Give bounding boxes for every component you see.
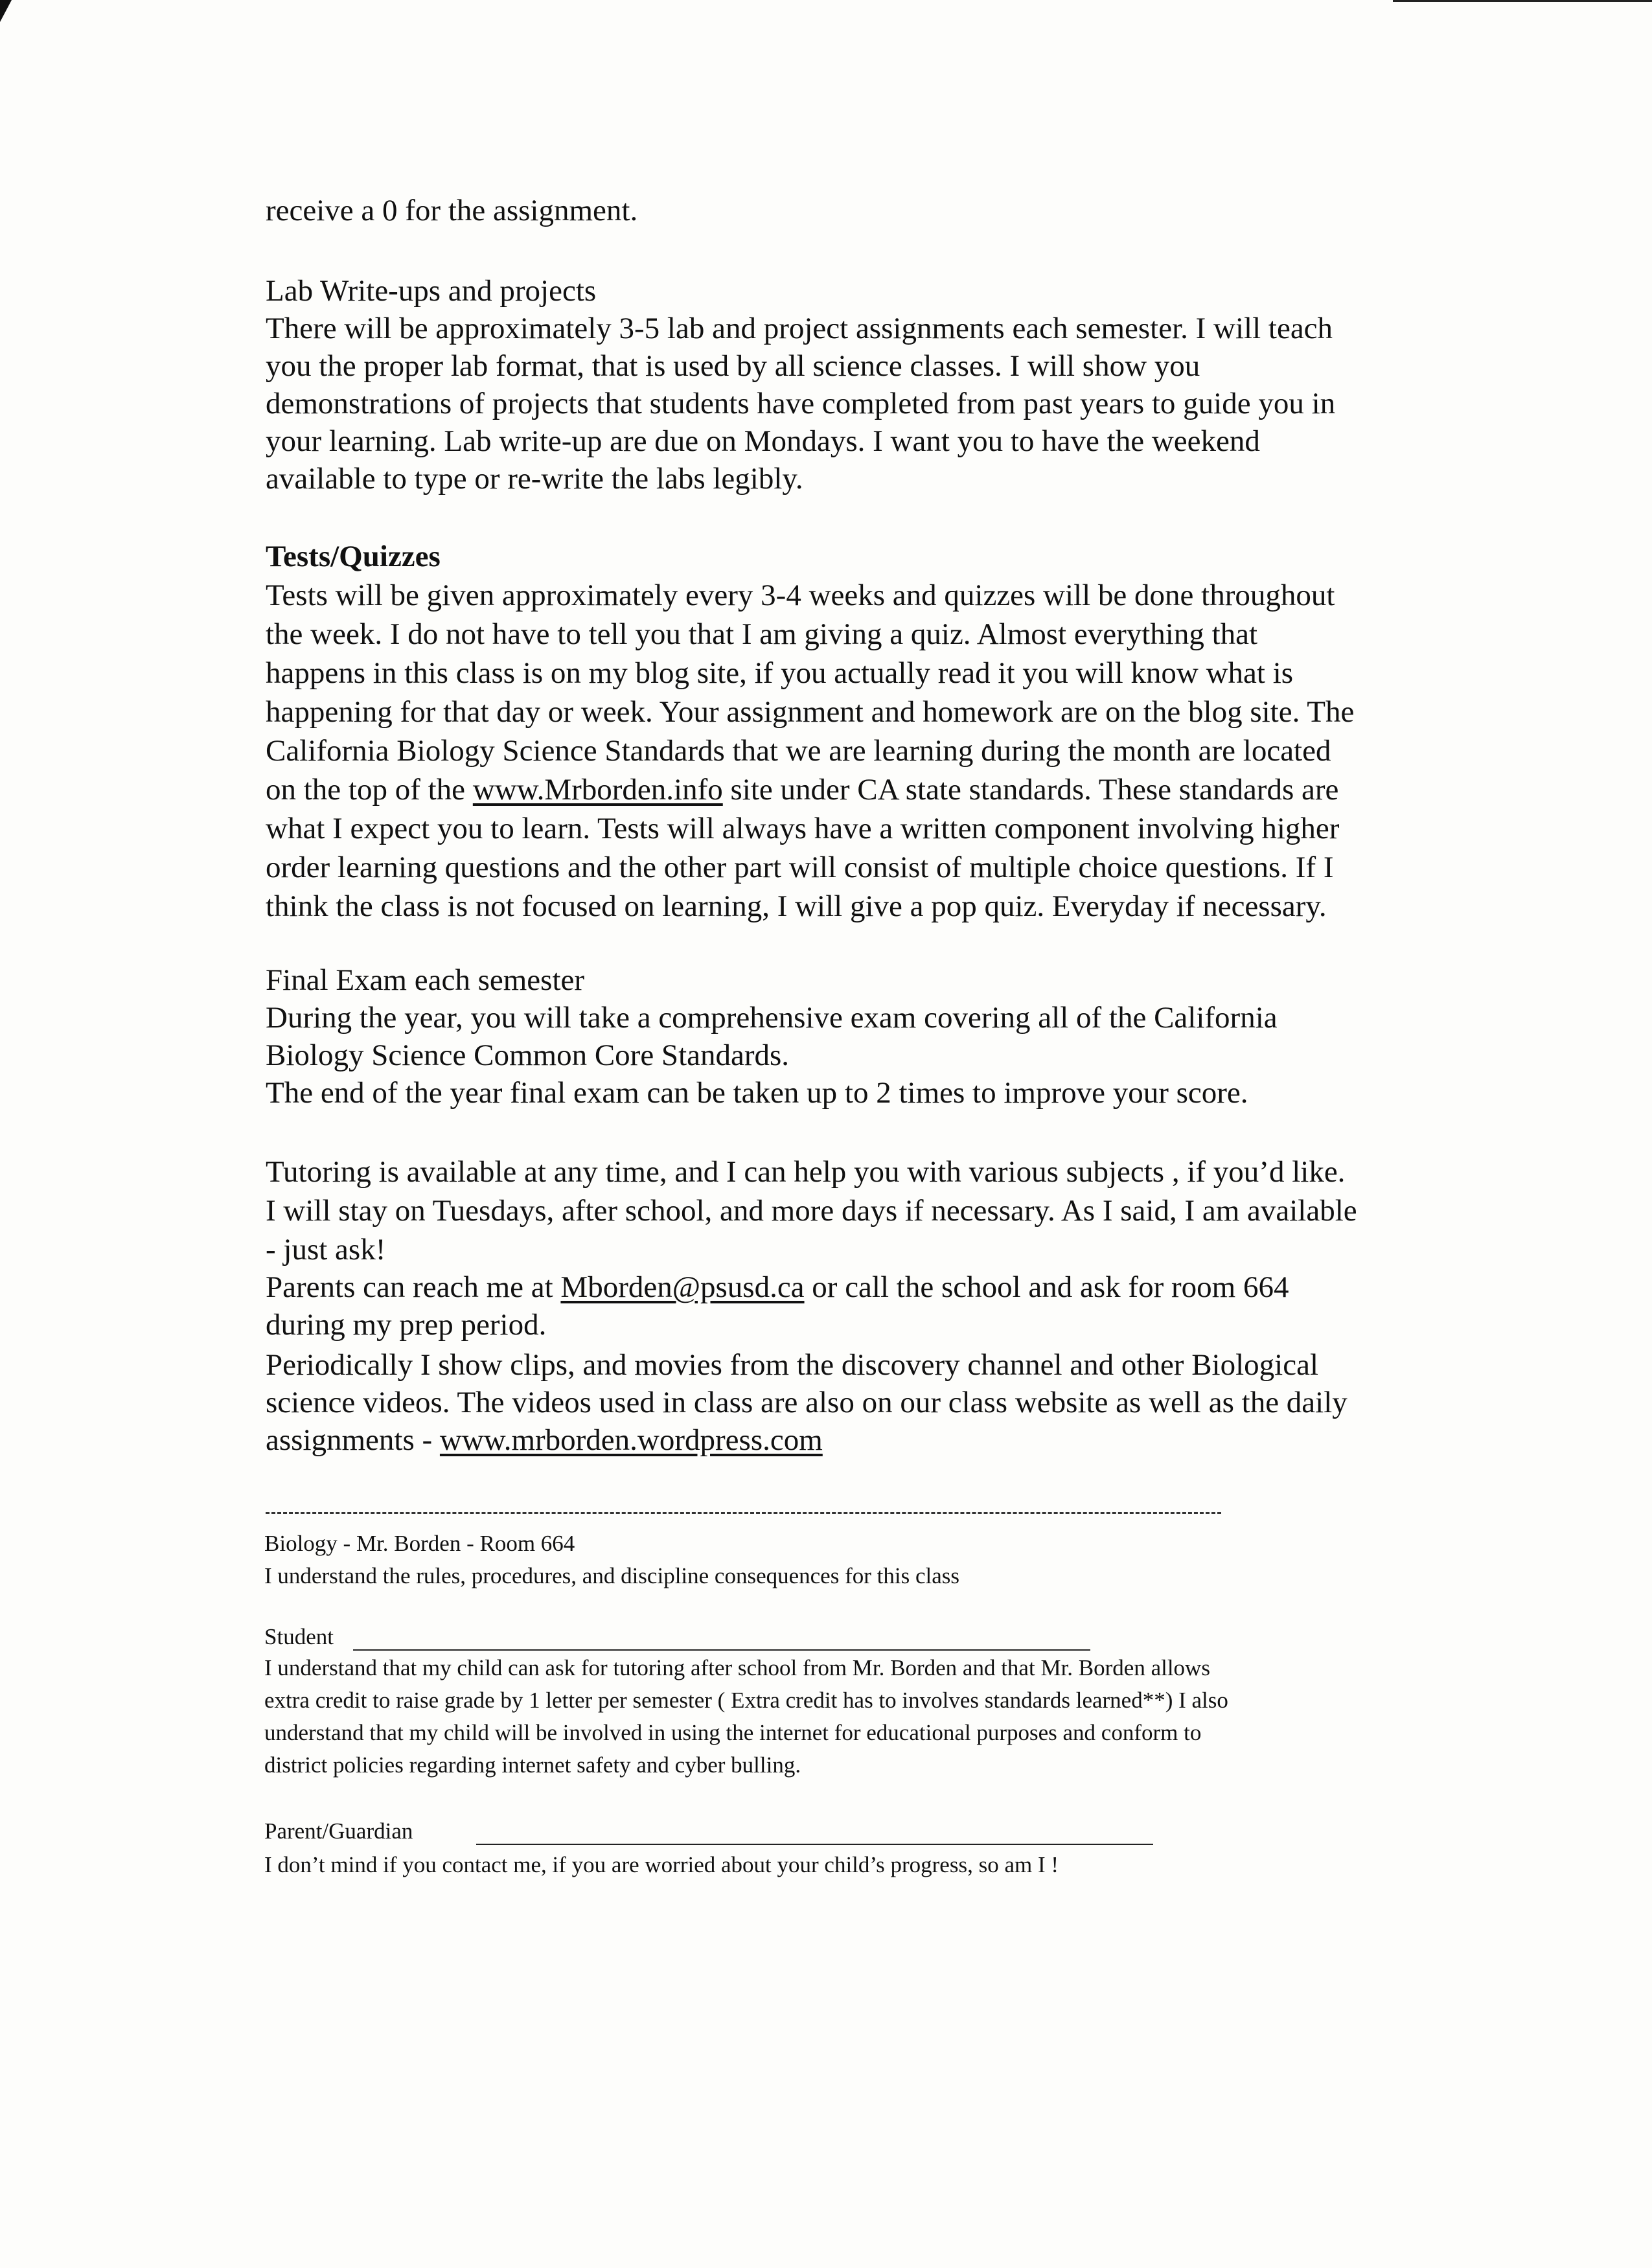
tests-paragraph-line: the week. I do not have to tell you that I am giving a quiz. Almost everything that	[266, 617, 1258, 651]
prep-period-line: during my prep period.	[266, 1308, 547, 1342]
cut-here-dashed-line	[266, 1512, 1221, 1514]
tutoring-line: Tutoring is available at any time, and I can help you with various subjects , if you’d like.	[266, 1155, 1346, 1189]
lab-paragraph-line: demonstrations of projects that students have completed from past years to guide you in	[266, 387, 1336, 420]
tests-paragraph-line: happening for that day or week. Your assignment and homework are on the blog site. The	[266, 695, 1355, 729]
parent-agreement-line: extra credit to raise grade by 1 letter per semester ( Extra credit has to involves standards learned**) I also	[264, 1688, 1228, 1713]
guardian-label: Parent/Guardian	[264, 1818, 413, 1844]
lab-paragraph-line: you the proper lab format, that is used by all science classes. I will show you	[266, 349, 1200, 383]
contact-line-before: Parents can reach me at	[266, 1270, 561, 1304]
tests-paragraph-line: think the class is not focused on learning, I will give a pop quiz. Everyday if necessary.	[266, 889, 1327, 923]
parent-agreement-line: district policies regarding internet safety and cyber bulling.	[264, 1752, 801, 1778]
tests-paragraph-line: what I expect you to learn. Tests will always have a written component involving higher	[266, 812, 1340, 845]
closing-line: I don’t mind if you contact me, if you are worried about your child’s progress, so am I !	[264, 1852, 1059, 1877]
lab-paragraph-line: your learning. Lab write-up are due on Mondays. I want you to have the weekend	[266, 424, 1260, 458]
final-exam-line: The end of the year final exam can be taken up to 2 times to improve your score.	[266, 1076, 1248, 1110]
class-info-line: Biology - Mr. Borden - Room 664	[264, 1531, 575, 1556]
standards-line	[266, 771, 1338, 808]
videos-line: science videos. The videos used in class are also on our class website as well as the daily	[266, 1386, 1348, 1419]
student-label: Student	[264, 1624, 334, 1649]
standards-line-after: site under CA state standards. These standards are	[722, 773, 1339, 807]
website-line-before: assignments -	[266, 1423, 440, 1457]
scan-edge-line	[1393, 0, 1652, 2]
tests-paragraph-line: happens in this class is on my blog site, if you actually read it you will know what is	[266, 656, 1294, 690]
understand-rules-line: I understand the rules, procedures, and discipline consequences for this class	[264, 1563, 960, 1588]
tests-paragraph-line: Tests will be given approximately every 3-4 weeks and quizzes will be done throughout	[266, 578, 1335, 612]
lab-heading: Lab Write-ups and projects	[266, 274, 597, 308]
tests-paragraph-line: order learning questions and the other part will consist of multiple choice questions. If I	[266, 851, 1334, 884]
tutoring-line: I will stay on Tuesdays, after school, and more days if necessary. As I said, I am available	[266, 1194, 1357, 1228]
contact-line-after: or call the school and ask for room 664	[804, 1270, 1289, 1304]
tests-heading: Tests/Quizzes	[266, 540, 441, 573]
student-signature-line[interactable]	[353, 1649, 1090, 1651]
parent-agreement-line: understand that my child will be involved in using the internet for educational purposes and conform to	[264, 1720, 1202, 1745]
wordpress-link[interactable]: www.mrborden.wordpress.com	[439, 1423, 823, 1457]
guardian-signature-line[interactable]	[476, 1844, 1153, 1845]
standards-line-before: on the top of the	[266, 773, 473, 807]
email-link[interactable]: Mborden@psusd.ca	[560, 1270, 805, 1304]
final-exam-line: Biology Science Common Core Standards.	[266, 1038, 790, 1072]
tutoring-line: - just ask!	[266, 1233, 386, 1266]
lab-paragraph-line: available to type or re-write the labs legibly.	[266, 462, 803, 496]
website-line	[266, 1421, 823, 1459]
intro-line: receive a 0 for the assignment.	[266, 194, 638, 227]
parent-agreement-line: I understand that my child can ask for tutoring after school from Mr. Borden and that Mr. Borden allows	[264, 1655, 1210, 1680]
tests-paragraph-line: California Biology Science Standards that we are learning during the month are located	[266, 734, 1331, 768]
lab-paragraph-line: There will be approximately 3-5 lab and project assignments each semester. I will teach	[266, 312, 1333, 345]
scan-corner-mark	[0, 0, 12, 22]
videos-line: Periodically I show clips, and movies from the discovery channel and other Biological	[266, 1348, 1319, 1382]
mrborden-info-link[interactable]: www.Mrborden.info	[472, 773, 723, 807]
final-exam-line: During the year, you will take a comprehensive exam covering all of the California	[266, 1001, 1278, 1035]
contact-line	[266, 1268, 1289, 1306]
final-exam-heading: Final Exam each semester	[266, 963, 585, 997]
